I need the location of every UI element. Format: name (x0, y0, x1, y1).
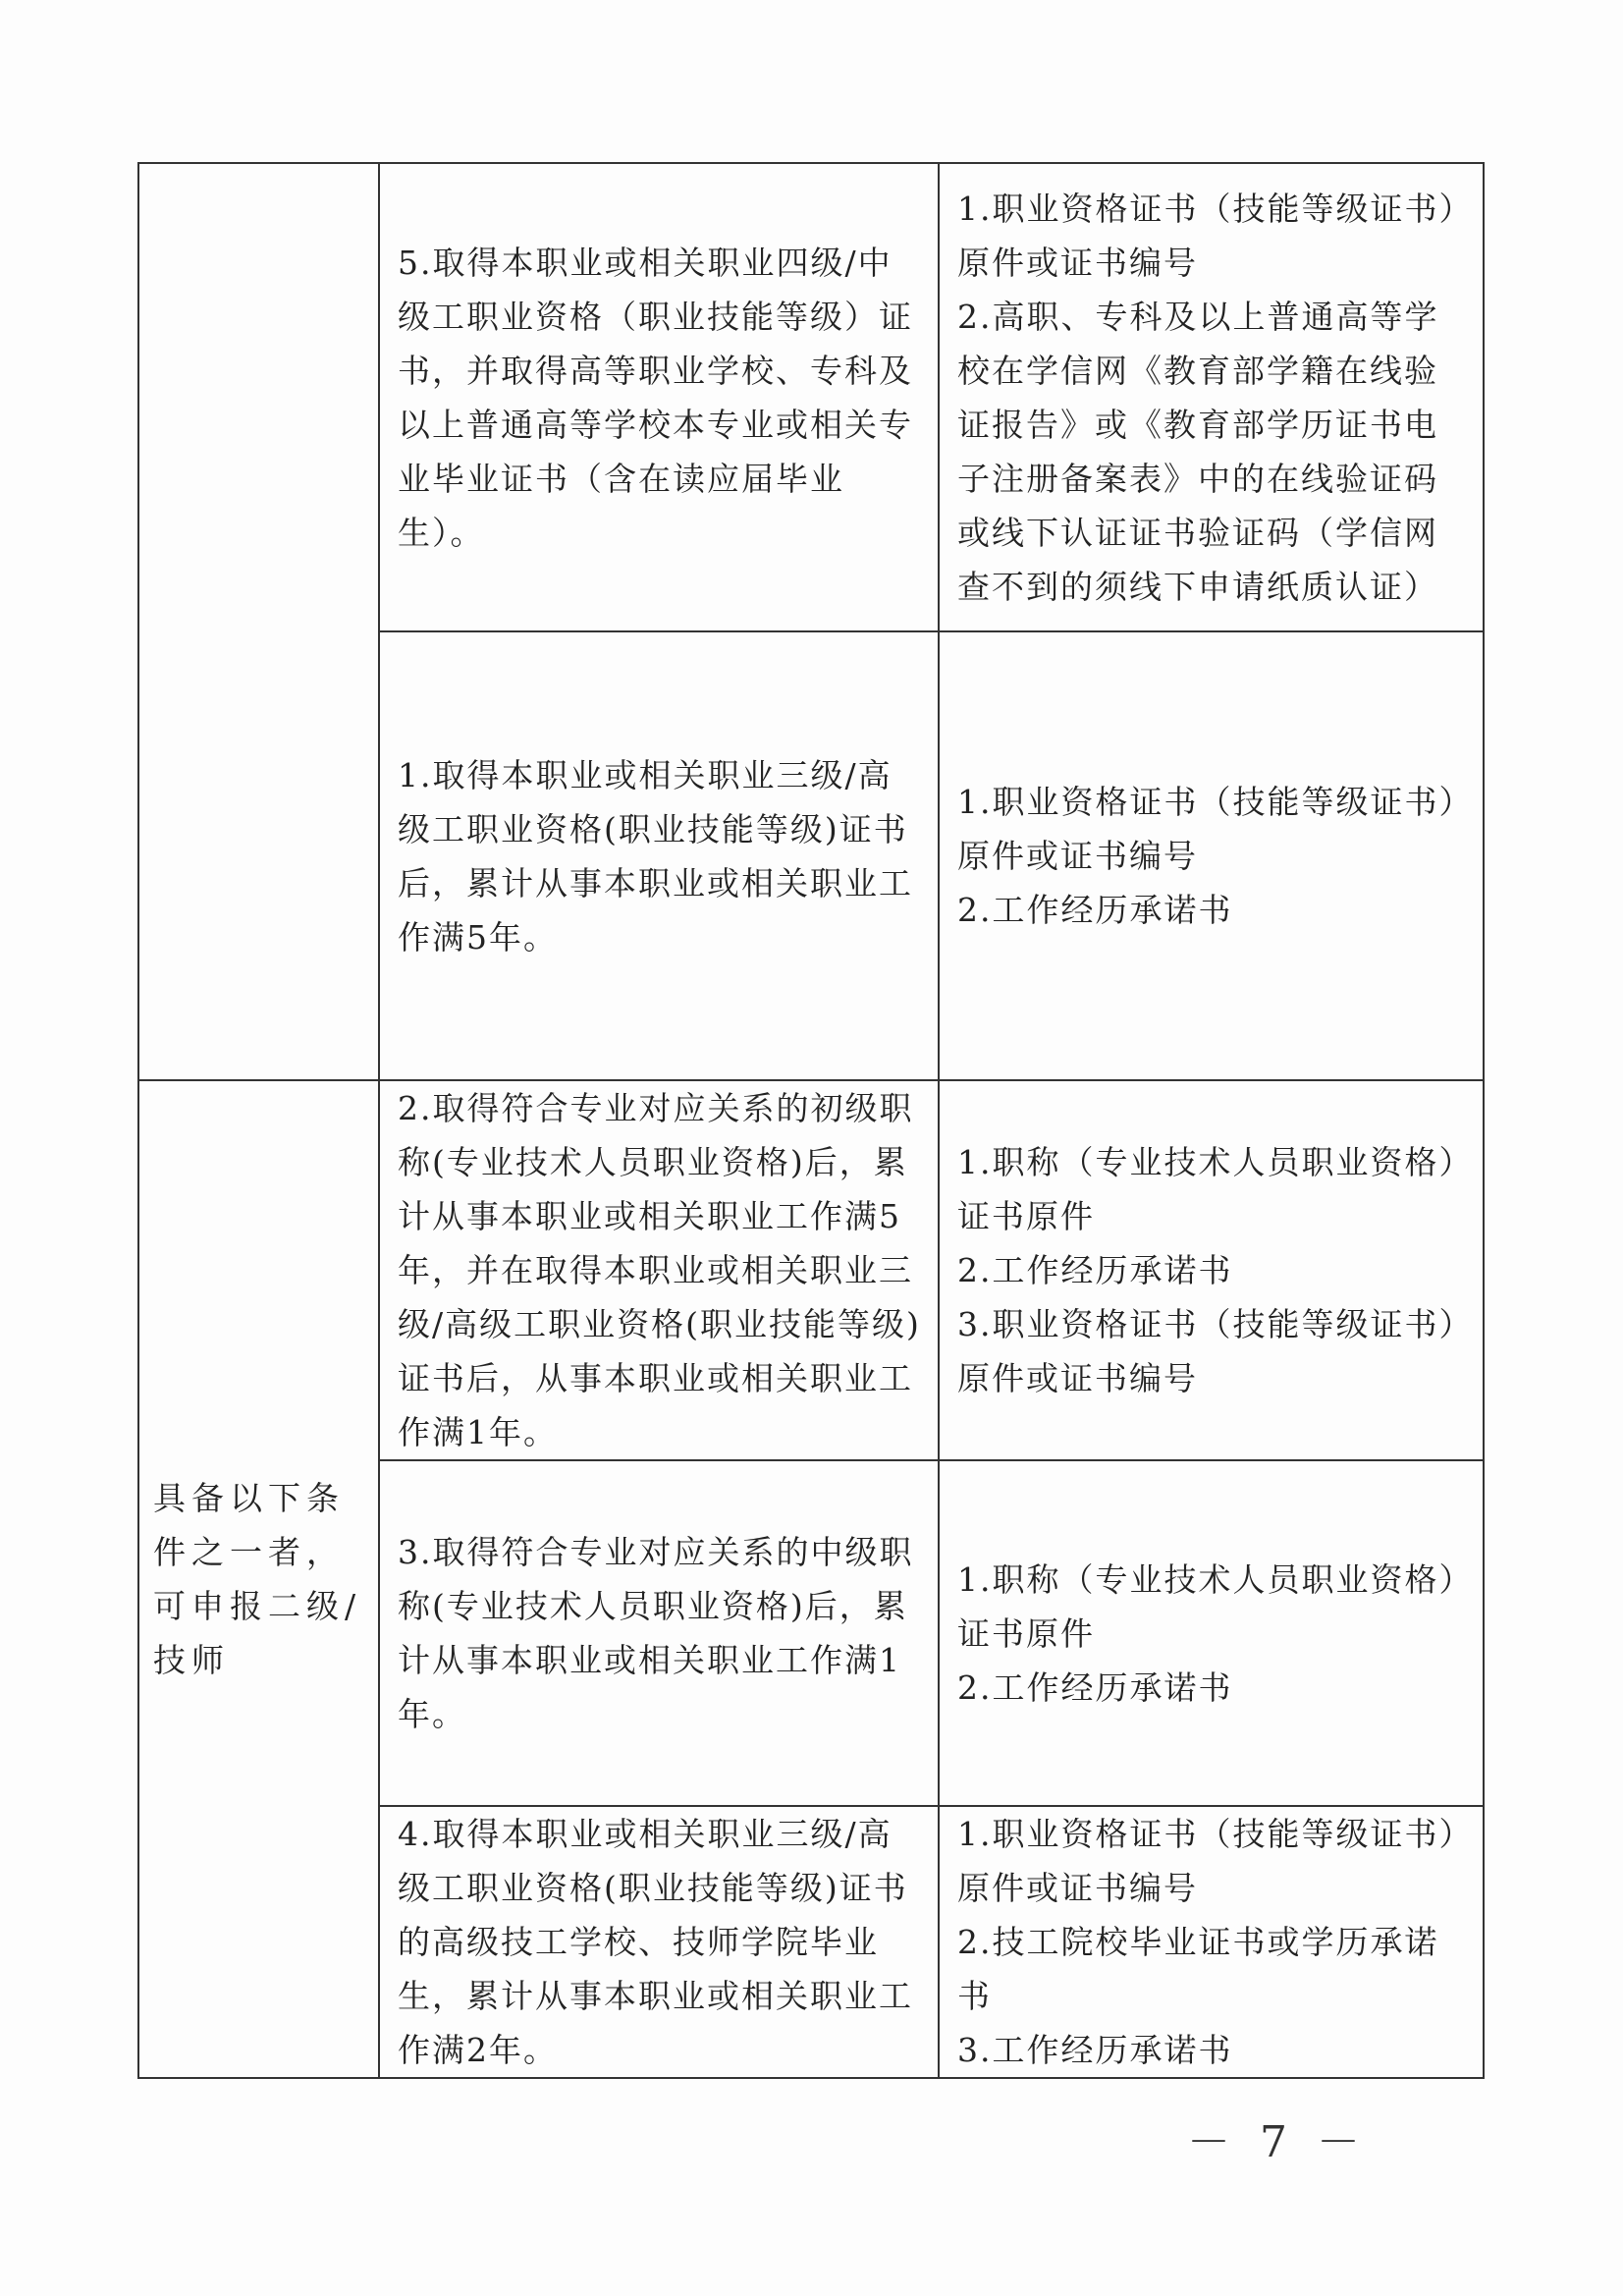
condition-cell: 2.取得符合专业对应关系的初级职称(专业技术人员职业资格)后，累计从事本职业或相关职业工作满5年，并在取得本职业或相关职业三级/高级工职业资格(职业技能等级)证书后，从事本职业或相关职业工作满1年。 (379, 1080, 939, 1460)
page-number: － 7 － (1187, 2117, 1368, 2167)
materials-cell: 1.职业资格证书（技能等级证书）原件或证书编号 2.工作经历承诺书 (939, 631, 1484, 1080)
materials-cell: 1.职业资格证书（技能等级证书）原件或证书编号 2.技工院校毕业证书或学历承诺书 3.工作经历承诺书 (939, 1806, 1484, 2078)
requirements-table (137, 162, 1485, 2079)
materials-cell: 1.职称（专业技术人员职业资格）证书原件 2.工作经历承诺书 (939, 1460, 1484, 1806)
table-row (138, 163, 1484, 631)
condition-cell: 1.取得本职业或相关职业三级/高级工职业资格(职业技能等级)证书后，累计从事本职业或相关职业工作满5年。 (379, 631, 939, 1080)
condition-cell: 4.取得本职业或相关职业三级/高级工职业资格(职业技能等级)证书的高级技工学校、技师学院毕业生，累计从事本职业或相关职业工作满2年。 (379, 1806, 939, 2078)
materials-cell: 1.职称（专业技术人员职业资格）证书原件 2.工作经历承诺书 3.职业资格证书（技能等级证书）原件或证书编号 (939, 1080, 1484, 1460)
category-cell-upper (138, 163, 379, 1080)
table-row (138, 1080, 1484, 1460)
category-cell-technician: 具备以下条件之一者，可申报二级/技师 (138, 1080, 379, 2078)
materials-cell: 1.职业资格证书（技能等级证书）原件或证书编号 2.高职、专科及以上普通高等学校在学信网《教育部学籍在线验证报告》或《教育部学历证书电子注册备案表》中的在线验证码或线下认证证书验证码（学信网查不到的须线下申请纸质认证） (939, 163, 1484, 631)
condition-cell: 5.取得本职业或相关职业四级/中级工职业资格（职业技能等级）证书，并取得高等职业学校、专科及以上普通高等学校本专业或相关专业毕业证书（含在读应届毕业生）。 (379, 163, 939, 631)
condition-cell: 3.取得符合专业对应关系的中级职称(专业技术人员职业资格)后，累计从事本职业或相关职业工作满1年。 (379, 1460, 939, 1806)
